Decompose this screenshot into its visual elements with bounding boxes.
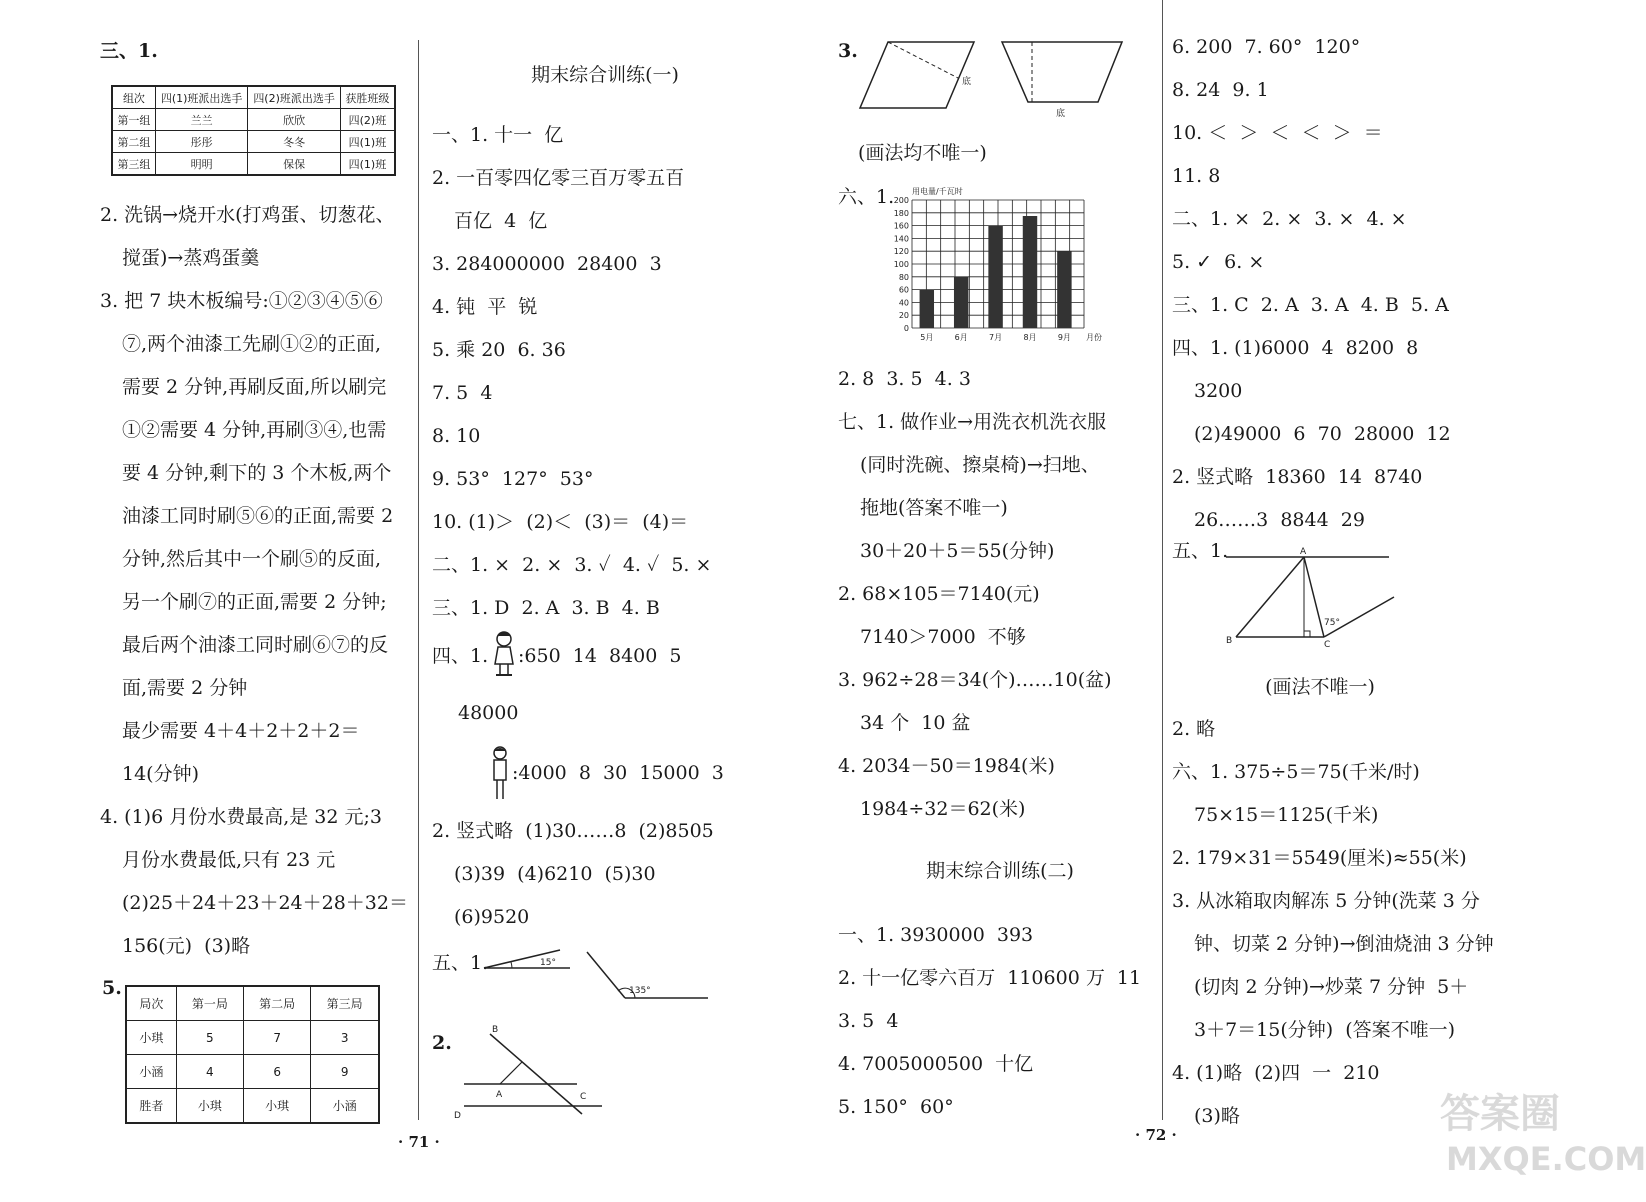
answer-line: 2. 68×105＝7140(元) xyxy=(838,583,1040,605)
answer-line: ①②需要 4 分钟,再刷③④,也需 xyxy=(122,419,387,441)
y-tick-label: 40 xyxy=(898,298,909,308)
answer-line: 4. 7005000500 十亿 xyxy=(838,1053,1034,1075)
answer-line: 二、1. × 2. × 3. ✓ 4. ✓ 5. × xyxy=(432,554,712,576)
table-cell: 9 xyxy=(311,1055,379,1089)
right-page xyxy=(800,0,1646,1202)
answer-line: 2. 8 3. 5 4. 3 xyxy=(838,368,971,390)
answer-line: (2)49000 6 70 28000 12 xyxy=(1194,423,1451,445)
section-title: 期末综合训练(一) xyxy=(531,64,679,86)
y-tick-label: 60 xyxy=(898,285,909,295)
angle-15-label: 15° xyxy=(540,958,556,968)
right-column-4-lower xyxy=(1172,708,1502,1138)
y-tick-label: 160 xyxy=(893,221,909,231)
answer-line: 4. (1)6 月份水费最高,是 32 元;3 xyxy=(100,806,382,828)
answer-line: 3. 把 7 块木板编号:①②③④⑤⑥ xyxy=(100,290,383,312)
electricity-bar-chart xyxy=(880,182,1100,350)
answer-line: 一、1. 十一 亿 xyxy=(432,124,564,146)
answer-line: 3. 284000000 28400 3 xyxy=(432,253,662,275)
y-axis-label: 用电量/千瓦时 xyxy=(912,187,963,196)
q6-label: 六、1. xyxy=(838,186,895,208)
table-cell: 明明 xyxy=(155,153,247,176)
answer-line: 5. 150° 60° xyxy=(838,1096,954,1118)
q4-girl-answer-2: 48000 xyxy=(458,702,519,724)
table-cell: 小涵 xyxy=(126,1055,176,1089)
answer-line: 搅蛋)→蒸鸡蛋羹 xyxy=(122,247,260,269)
answer-line: 8. 10 xyxy=(432,425,481,447)
table-cell: 7 xyxy=(244,1021,311,1055)
table-cell: 第一组 xyxy=(112,109,155,131)
watermark-logo: 答案圈 xyxy=(1440,1091,1560,1137)
triangle-note: (画法不唯一) xyxy=(1265,676,1375,698)
answer-line: (3)略 xyxy=(1194,1105,1240,1127)
answer-line: 分钟,然后其中一个刷⑤的反面, xyxy=(122,548,382,570)
answer-line: 10. ＜ ＞ ＜ ＜ ＞ ＝ xyxy=(1172,122,1383,144)
table-cell: 局次 xyxy=(126,986,176,1021)
column-divider-right xyxy=(1162,0,1163,1120)
answer-line: 4. 钝 平 锐 xyxy=(432,296,538,318)
answer-line: 2. 略 xyxy=(1172,718,1216,740)
answer-line: 需要 2 分钟,再刷反面,所以刷完 xyxy=(122,376,387,398)
q5-heading: 五、1. xyxy=(432,952,489,974)
table-cell: 四(1)班 xyxy=(340,131,395,153)
answer-line: (6)9520 xyxy=(454,906,530,928)
answer-line: 9. 53° 127° 53° xyxy=(432,468,594,490)
trapezoid-figure xyxy=(1000,40,1125,120)
answer-line: 3200 xyxy=(1194,380,1243,402)
answer-line: 7. 5 4 xyxy=(432,382,493,404)
answer-line: 3. 5 4 xyxy=(838,1010,899,1032)
table-cell: 冬冬 xyxy=(248,131,340,153)
page-number-right: · 72 · xyxy=(1135,1126,1177,1144)
table-cell: 5 xyxy=(176,1021,243,1055)
answer-line: 2. 十一亿零六百万 110600 万 11 xyxy=(838,967,1142,989)
answer-line: 11. 8 xyxy=(1172,165,1221,187)
table-cell: 四(2)班 xyxy=(340,109,395,131)
table-cell: 4 xyxy=(176,1055,243,1089)
angle-135-label: 135° xyxy=(629,986,651,996)
table-cell: 欣欣 xyxy=(248,109,340,131)
angle-135-figure xyxy=(585,948,710,1000)
right-column-3 xyxy=(838,358,1168,831)
table-cell: 第一局 xyxy=(176,986,243,1021)
boy-icon xyxy=(488,745,512,803)
answer-line: 14(分钟) xyxy=(122,763,200,785)
answer-line: 2. 一百零四亿零三百万零五百 xyxy=(432,167,685,189)
table-cell: 兰兰 xyxy=(155,109,247,131)
answer-line: 面,需要 2 分钟 xyxy=(122,677,248,699)
answer-line: 六、1. 375÷5＝75(千米/时) xyxy=(1172,761,1420,783)
bar xyxy=(988,226,1002,328)
answer-line: (切肉 2 分钟)→炒菜 7 分钟 5＋ xyxy=(1194,976,1469,998)
angle-15-figure xyxy=(482,948,572,972)
y-tick-label: 100 xyxy=(893,260,909,269)
answer-line: 月份水费最低,只有 23 元 xyxy=(122,849,336,871)
table-cell: 3 xyxy=(311,1021,379,1055)
answer-line: 二、1. × 2. × 3. × 4. × xyxy=(1172,208,1407,230)
x-tick-label: 5月 xyxy=(920,333,934,342)
y-tick-label: 120 xyxy=(893,247,909,257)
table-cell: 小琪 xyxy=(126,1021,176,1055)
table-cell: 6 xyxy=(244,1055,311,1089)
label-a: A xyxy=(496,1090,503,1100)
answer-line: 钟、切菜 2 分钟)→倒油烧油 3 分钟 xyxy=(1194,933,1494,955)
y-tick-label: 200 xyxy=(893,196,909,205)
tri-label-c: C xyxy=(1324,640,1331,650)
table-cell: 小琪 xyxy=(244,1089,311,1124)
watermark-url: MXQE.COM xyxy=(1446,1140,1646,1178)
answer-line: 1984÷32＝62(米) xyxy=(860,798,1026,820)
table-cell: 四(1)班派出选手 xyxy=(155,86,247,109)
answer-line: 75×15＝1125(千米) xyxy=(1194,804,1379,826)
bar xyxy=(920,290,934,328)
answer-line: 2. 179×31＝5549(厘米)≈55(米) xyxy=(1172,847,1467,869)
game-table xyxy=(125,985,380,1124)
y-tick-label: 180 xyxy=(893,208,909,218)
answer-line: (3)39 (4)6210 (5)30 xyxy=(454,863,656,885)
left-column-2 xyxy=(432,114,762,630)
answer-line: 10. (1)＞ (2)＜ (3)＝ (4)＝ xyxy=(432,511,689,533)
answer-line: 三、1. C 2. A 3. A 4. B 5. A xyxy=(1172,294,1449,316)
answer-line: 最少需要 4＋4＋2＋2＋2＝ xyxy=(122,720,360,742)
tri-angle-label: 75° xyxy=(1324,618,1340,628)
left-column-2-lower xyxy=(432,810,762,939)
answer-line: 26……3 8844 29 xyxy=(1194,509,1365,531)
answer-line: 3. 962÷28＝34(个)……10(盆) xyxy=(838,669,1112,691)
section-title-2: 期末综合训练(二) xyxy=(926,860,1074,882)
answer-line: (同时洗碗、擦桌椅)→扫地、 xyxy=(860,454,1100,476)
q5-label: 5. xyxy=(102,977,122,999)
answer-line: 最后两个油漆工同时刷⑥⑦的反 xyxy=(122,634,389,656)
table-cell: 第三局 xyxy=(311,986,379,1021)
triangle-figure xyxy=(1224,545,1399,650)
answer-line: (2)25＋24＋23＋24＋28＋32＝ xyxy=(122,892,408,914)
answer-line: 5. 乘 20 6. 36 xyxy=(432,339,566,361)
q4-label: 四、1. xyxy=(432,645,489,667)
right-column-3-lower xyxy=(838,914,1168,1129)
answer-line: 2. 竖式略 (1)30……8 (2)8505 xyxy=(432,820,714,842)
table-cell: 小琪 xyxy=(176,1089,243,1124)
section-heading: 三、1. xyxy=(100,40,158,62)
table-cell: 小涵 xyxy=(311,1089,379,1124)
answer-line: 油漆工同时刷⑤⑥的正面,需要 2 xyxy=(122,505,394,527)
y-tick-label: 80 xyxy=(898,272,909,282)
answer-line: 一、1. 3930000 393 xyxy=(838,924,1034,946)
figure-note: (画法均不唯一) xyxy=(858,142,987,164)
table-cell: 第三组 xyxy=(112,153,155,176)
answer-line: 34 个 10 盆 xyxy=(860,712,971,734)
answer-line: 另一个刷⑦的正面,需要 2 分钟; xyxy=(122,591,387,613)
table-cell: 第二局 xyxy=(244,986,311,1021)
girl-icon xyxy=(490,630,518,678)
left-column-1-body xyxy=(100,194,415,968)
answer-line: 三、1. D 2. A 3. B 4. B xyxy=(432,597,660,619)
q5-2-label: 2. xyxy=(432,1032,452,1054)
table-cell: 四(1)班 xyxy=(340,153,395,176)
y-tick-label: 0 xyxy=(903,324,909,333)
column-divider xyxy=(418,40,419,1120)
answer-line: 七、1. 做作业→用洗衣机洗衣服 xyxy=(838,411,1107,433)
answer-line: 4. (1)略 (2)四 一 210 xyxy=(1172,1062,1380,1084)
table-cell: 获胜班级 xyxy=(340,86,395,109)
answer-line: 6. 200 7. 60° 120° xyxy=(1172,36,1361,58)
parallelogram-figure xyxy=(858,40,978,112)
parallelogram-base-label: 底 xyxy=(962,77,972,87)
q4-girl-answer: :650 14 8400 5 xyxy=(518,645,682,667)
trapezoid-base-label: 底 xyxy=(1056,109,1066,119)
answer-line: 3. 从冰箱取肉解冻 5 分钟(洗菜 3 分 xyxy=(1172,890,1480,912)
answer-line: 7140＞7000 不够 xyxy=(860,626,1026,648)
table-cell: 四(2)班派出选手 xyxy=(248,86,340,109)
answer-line: ⑦,两个油漆工先刷①②的正面, xyxy=(122,333,382,355)
answer-line: 5. ✓ 6. × xyxy=(1172,251,1265,273)
table-cell: 组次 xyxy=(112,86,155,109)
answer-line: 2. 洗锅→烧开水(打鸡蛋、切葱花、 xyxy=(100,204,395,226)
left-column-1 xyxy=(100,30,410,73)
answer-line: 四、1. (1)6000 4 8200 8 xyxy=(1172,337,1419,359)
label-d: D xyxy=(454,1111,461,1121)
answer-line: 要 4 分钟,剩下的 3 个木板,两个 xyxy=(122,462,392,484)
page-number: · 71 · xyxy=(398,1133,440,1151)
q3-label: 3. xyxy=(838,40,858,62)
x-axis-label: 月份 xyxy=(1086,333,1102,342)
answer-line: 156(元) (3)略 xyxy=(122,935,251,957)
label-b: B xyxy=(492,1025,499,1035)
y-tick-label: 140 xyxy=(893,234,909,244)
table-cell: 胜者 xyxy=(126,1089,176,1124)
tri-label-a: A xyxy=(1300,547,1307,557)
answer-line: 3＋7＝15(分钟) (答案不唯一) xyxy=(1194,1019,1456,1041)
tri-label-b: B xyxy=(1226,636,1233,646)
table-cell: 第二组 xyxy=(112,131,155,153)
y-tick-label: 20 xyxy=(898,311,909,321)
x-tick-label: 9月 xyxy=(1057,333,1071,342)
left-page xyxy=(0,0,800,1202)
answer-line: 30＋20＋5＝55(分钟) xyxy=(860,540,1055,562)
label-c: C xyxy=(580,1092,587,1102)
parallel-lines-figure xyxy=(452,1022,612,1122)
x-tick-label: 8月 xyxy=(1023,333,1037,342)
answer-line: 拖地(答案不唯一) xyxy=(860,497,1008,519)
table-cell: 彤彤 xyxy=(155,131,247,153)
right-column-4 xyxy=(1172,26,1502,542)
bar xyxy=(954,277,968,328)
group-table xyxy=(111,85,396,176)
answer-line: 4. 2034－50＝1984(米) xyxy=(838,755,1055,777)
bar xyxy=(1057,251,1071,328)
answer-line: 2. 竖式略 18360 14 8740 xyxy=(1172,466,1423,488)
answer-line: 8. 24 9. 1 xyxy=(1172,79,1269,101)
x-tick-label: 6月 xyxy=(954,333,968,342)
table-cell: 保保 xyxy=(248,153,340,176)
q5-heading-right: 五、1. xyxy=(1172,540,1229,562)
q4-boy-answer: :4000 8 30 15000 3 xyxy=(512,762,724,784)
bar xyxy=(1023,216,1037,328)
x-tick-label: 7月 xyxy=(989,333,1003,342)
answer-line: 百亿 4 亿 xyxy=(454,210,548,232)
